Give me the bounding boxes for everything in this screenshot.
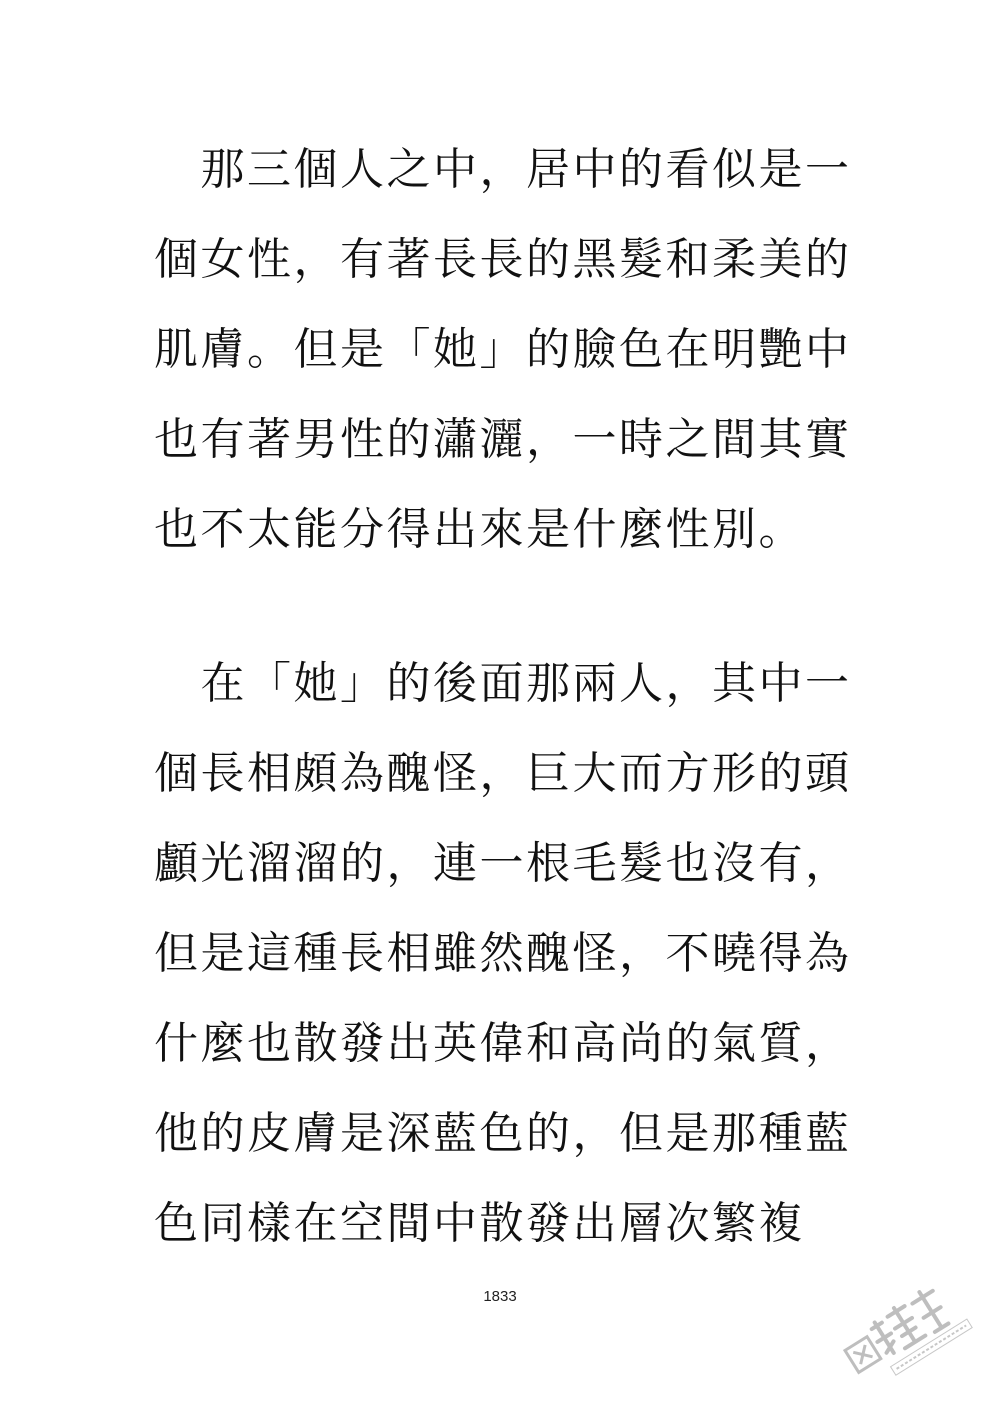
paragraph-2-line-6: 他的皮膚是深藍色的，但是那種藍	[154, 1108, 852, 1159]
paragraph-1-line-1: 那三個人之中，居中的看似是一	[154, 144, 852, 195]
paragraph-2-line-1: 在「她」的後面那兩人，其中一	[154, 658, 852, 709]
watermark-logo	[832, 1262, 982, 1392]
paragraph-1-line-5: 也不太能分得出來是什麼性別。	[154, 504, 805, 555]
watermark-logo-icon	[832, 1262, 982, 1392]
paragraph-1-line-3: 肌膚。但是「她」的臉色在明艷中	[154, 324, 852, 375]
paragraph-2-line-5: 什麼也散發出英偉和高尚的氣質，	[154, 1018, 852, 1069]
paragraph-2-line-7: 色同樣在空間中散發出層次繁複	[154, 1198, 805, 1249]
paragraph-2-line-2: 個長相頗為醜怪，巨大而方形的頭	[154, 748, 852, 799]
page-number: 1833	[483, 1288, 517, 1305]
paragraph-1-line-4: 也有著男性的瀟灑，一時之間其實	[154, 414, 852, 465]
paragraph-2-line-3: 顱光溜溜的，連一根毛髮也沒有，	[154, 838, 852, 889]
paragraph-1-line-2: 個女性，有著長長的黑髮和柔美的	[154, 234, 852, 285]
paragraph-2-line-4: 但是這種長相雖然醜怪，不曉得為	[154, 928, 852, 979]
